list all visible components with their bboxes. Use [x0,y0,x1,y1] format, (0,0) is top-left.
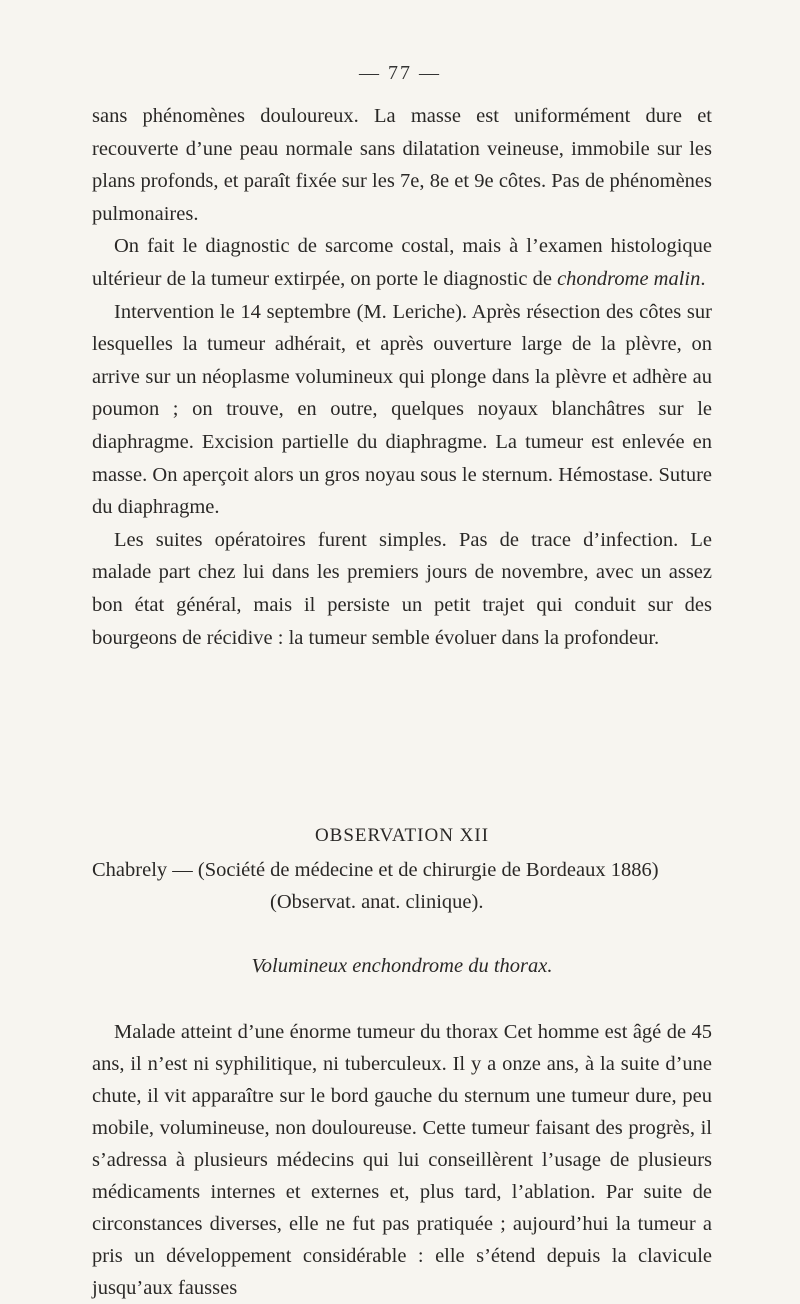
paragraph-3: Intervention le 14 septembre (M. Leriche). Après résection des côtes sur lesquelles la tumeur adhérait, et après ouverture large de la plèvre, on arrive sur un néoplasme volumineux qui plonge dans la plèvre et adhère au poumon ; on trouve, en outre, quelques noyaux blanchâtres sur le diaphragme. Excision partielle du diaphragme. La tumeur est enlevée en masse. On aperçoit alors un gros noyau sous le sternum. Hémostase. Suture du diaphragme. [92,300,712,519]
diagnosis-italic: chondrome malin [557,267,701,290]
body-text [92,100,712,654]
paragraph-2-text: On fait le diagnostic de sarcome costal, mais à l’examen histologique ultérieur de la tumeur extirpée, on porte le diagnostic de [92,235,712,290]
observation-heading: OBSERVATION XII [314,825,490,846]
observation-source-detail: (Observat. anat. clinique). [270,891,484,913]
case-body [92,1016,712,1304]
page-number: — 77 — [359,62,441,84]
paragraph-2 [92,230,712,295]
observation-source: Chabrely — (Société de médecine et de chirurgie de Bordeaux 1886) [92,859,659,881]
case-title: Volumineux enchondrome du thorax. [251,955,553,977]
paragraph-1: sans phénomènes douloureux. La masse est uniformément dure et recouverte d’une peau normale sans dilatation veineuse, immobile sur les plans profonds, et paraît fixée sur les 7e, 8e et 9e côtes. Pas de phénomènes pulmonaires. [92,105,712,225]
paragraph-4: Les suites opératoires furent simples. Pas de trace d’infection. Le malade part chez lui dans les premiers jours de novembre, avec un assez bon état général, mais il persiste un petit trajet qui conduit sur des bourgeons de récidive : la tumeur semble évoluer dans la profondeur. [92,528,712,649]
case-paragraph: Malade atteint d’une énorme tumeur du thorax Cet homme est âgé de 45 ans, il n’est ni syphilitique, ni tuberculeux. Il y a onze ans, à la suite d’une chute, il vit apparaître sur le bord gauche du sternum une tumeur dure, peu mobile, volumineuse, non douloureuse. Cette tumeur faisant des progrès, il s’adressa à plusieurs médecins qui lui conseillèrent l’usage de plusieurs médicaments internes et externes et, plus tard, l’ablation. Par suite de circonstances diverses, elle ne fut pas pratiquée ; aujourd’hui la tumeur a pris un développement considérable : elle s’étend depuis la clavicule jusqu’aux fausses [92,1021,712,1299]
paragraph-2-end: . [700,267,706,290]
